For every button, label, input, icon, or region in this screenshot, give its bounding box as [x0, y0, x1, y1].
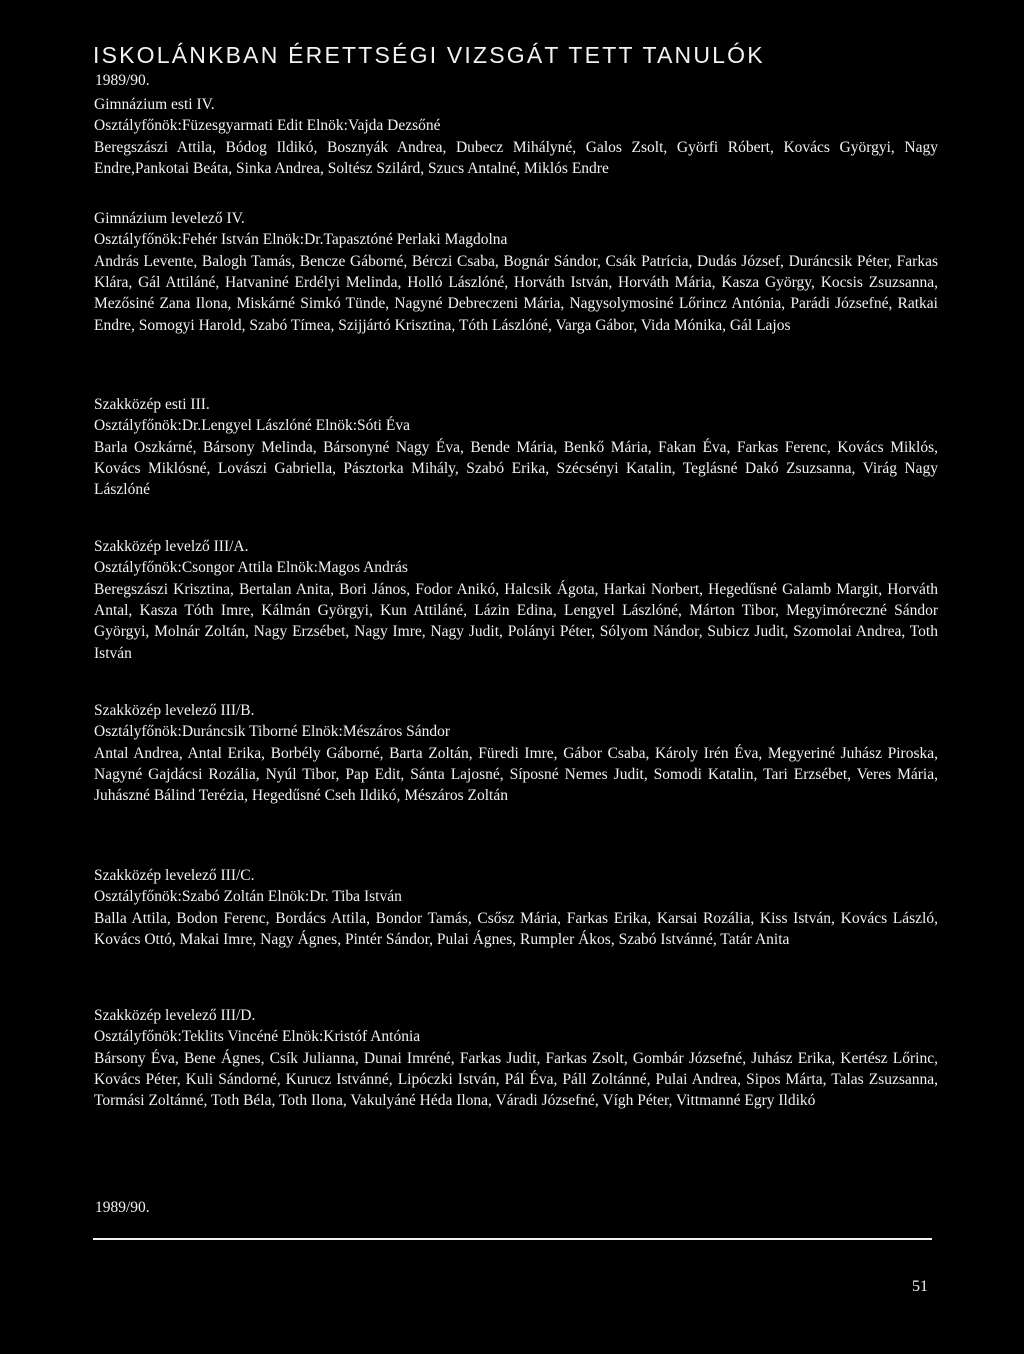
section-gimnazium-esti-iv: [94, 94, 938, 179]
section-heading: Szakközép esti III.: [94, 396, 210, 413]
section-heading: Szakközép levelző III/A.: [94, 538, 249, 555]
section-staff: Osztályfőnök:Duráncsik Tiborné Elnök:Mészáros Sándor: [94, 723, 451, 740]
section-staff: Osztályfőnök:Füzesgyarmati Edit Elnök:Vajda Dezsőné: [94, 117, 441, 134]
section-szakkozep-levelezo-iii-c: [94, 865, 938, 950]
section-szakkozep-levelezo-iii-d: [94, 1005, 938, 1112]
section-staff: Osztályfőnök:Dr.Lengyel Lászlóné Elnök:Sóti Éva: [94, 417, 410, 434]
section-staff: Osztályfőnök:Szabó Zoltán Elnök:Dr. Tiba István: [94, 888, 402, 905]
student-list: Balla Attila, Bodon Ferenc, Bordács Attila, Bondor Tamás, Csősz Mária, Farkas Erika, Karsai Rozália, Kiss István, Kovács László, Kovács Ottó, Makai Imre, Nagy Ágnes, Pintér Sándor, Pulai Ágnes, Rumpler Ákos, Szabó Istvánné, Tatár Anita: [94, 910, 938, 949]
section-szakkozep-levelzo-iii-a: [94, 536, 938, 664]
section-heading: Gimnázium levelező IV.: [94, 210, 245, 227]
section-heading: Szakközép levelező III/C.: [94, 867, 255, 884]
section-szakkozep-esti-iii: [94, 394, 938, 501]
section-staff: Osztályfőnök:Csongor Attila Elnök:Magos András: [94, 559, 408, 576]
section-staff: Osztályfőnök:Fehér István Elnök:Dr.Tapasztóné Perlaki Magdolna: [94, 231, 508, 248]
section-gimnazium-levelezo-iv: [94, 208, 938, 336]
student-list: Beregszászi Krisztina, Bertalan Anita, Bori János, Fodor Anikó, Halcsik Ágota, Harkai Norbert, Hegedűsné Galamb Margit, Horváth Antal, Kasza Tóth Imre, Kálmán Györgyi, Kun Attiláné, Lázin Edina, Lengyel Lászlóné, Márton Tibor, Megyimóreczné Sándor Györgyi, Molnár Zoltán, Nagy Erzsébet, Nagy Imre, Nagy Judit, Polányi Péter, Sólyom Nándor, Subicz Judit, Szomolai Andrea, Toth István: [94, 581, 938, 662]
student-list: Bársony Éva, Bene Ágnes, Csík Julianna, Dunai Imréné, Farkas Judit, Farkas Zsolt, Gombár Józsefné, Juhász Erika, Kertész Lőrinc, Kovács Péter, Kuli Sándorné, Kurucz Istvánné, Lipóczki István, Pál Éva, Páll Zoltánné, Pulai Andrea, Sipos Márta, Talas Zsuzsanna, Tormási Zoltánné, Toth Béla, Toth Ilona, Vakulyáné Héda Ilona, Váradi Józsefné, Vígh Péter, Vittmanné Egry Ildikó: [94, 1050, 938, 1110]
section-heading: Szakközép levelező III/B.: [94, 702, 255, 719]
section-heading: Gimnázium esti IV.: [94, 96, 215, 113]
student-list: Barla Oszkárné, Bársony Melinda, Bársonyné Nagy Éva, Bende Mária, Benkő Mária, Fakan Éva, Farkas Ferenc, Kovács Miklós, Kovács Miklósné, Lovászi Gabriella, Pásztorka Mihály, Szabó Erika, Szécsényi Katalin, Teglásné Dakó Zsuzsanna, Virág Nagy Lászlóné: [94, 439, 938, 499]
school-year: 1989/90.: [95, 72, 150, 89]
section-staff: Osztályfőnök:Teklits Vincéné Elnök:Kristóf Antónia: [94, 1028, 421, 1045]
page-number: 51: [912, 1278, 928, 1295]
footer-divider: [93, 1238, 932, 1240]
footer-year: 1989/90.: [95, 1199, 150, 1216]
section-szakkozep-levelezo-iii-b: [94, 700, 938, 807]
student-list: András Levente, Balogh Tamás, Bencze Gáborné, Bérczi Csaba, Bognár Sándor, Csák Patrícia, Dudás József, Duráncsik Péter, Farkas Klára, Gál Attiláné, Hatvaniné Erdélyi Melinda, Holló Lászlóné, Horváth István, Horváth Mária, Kasza György, Kocsis Zsuzsanna, Mezősiné Zana Ilona, Miskárné Simkó Tünde, Nagyné Debreczeni Mária, Nagysolymosiné Lőrincz Antónia, Parádi Józsefné, Ratkai Endre, Somogyi Harold, Szabó Tímea, Szijjártó Krisztina, Tóth Lászlóné, Varga Gábor, Vida Mónika, Gál Lajos: [94, 253, 938, 334]
student-list: Antal Andrea, Antal Erika, Borbély Gáborné, Barta Zoltán, Füredi Imre, Gábor Csaba, Károly Irén Éva, Megyeriné Juhász Piroska, Nagyné Gajdácsi Rozália, Nyúl Tibor, Pap Edit, Sánta Lajosné, Síposné Nemes Judit, Somodi Katalin, Tari Erzsébet, Veres Mária, Juhászné Bálind Terézia, Hegedűsné Cseh Ildikó, Mészáros Zoltán: [94, 745, 938, 805]
section-heading: Szakközép levelező III/D.: [94, 1007, 256, 1024]
page-title: ISKOLÁNKBAN ÉRETTSÉGI VIZSGÁT TETT TANULÓK: [93, 42, 765, 68]
student-list: Beregszászi Attila, Bódog Ildikó, Bosznyák Andrea, Dubecz Mihályné, Galos Zsolt, Györfi Róbert, Kovács Györgyi, Nagy Endre,Pankotai Beáta, Sinka Andrea, Soltész Szilárd, Szucs Antalné, Miklós Endre: [94, 139, 938, 178]
